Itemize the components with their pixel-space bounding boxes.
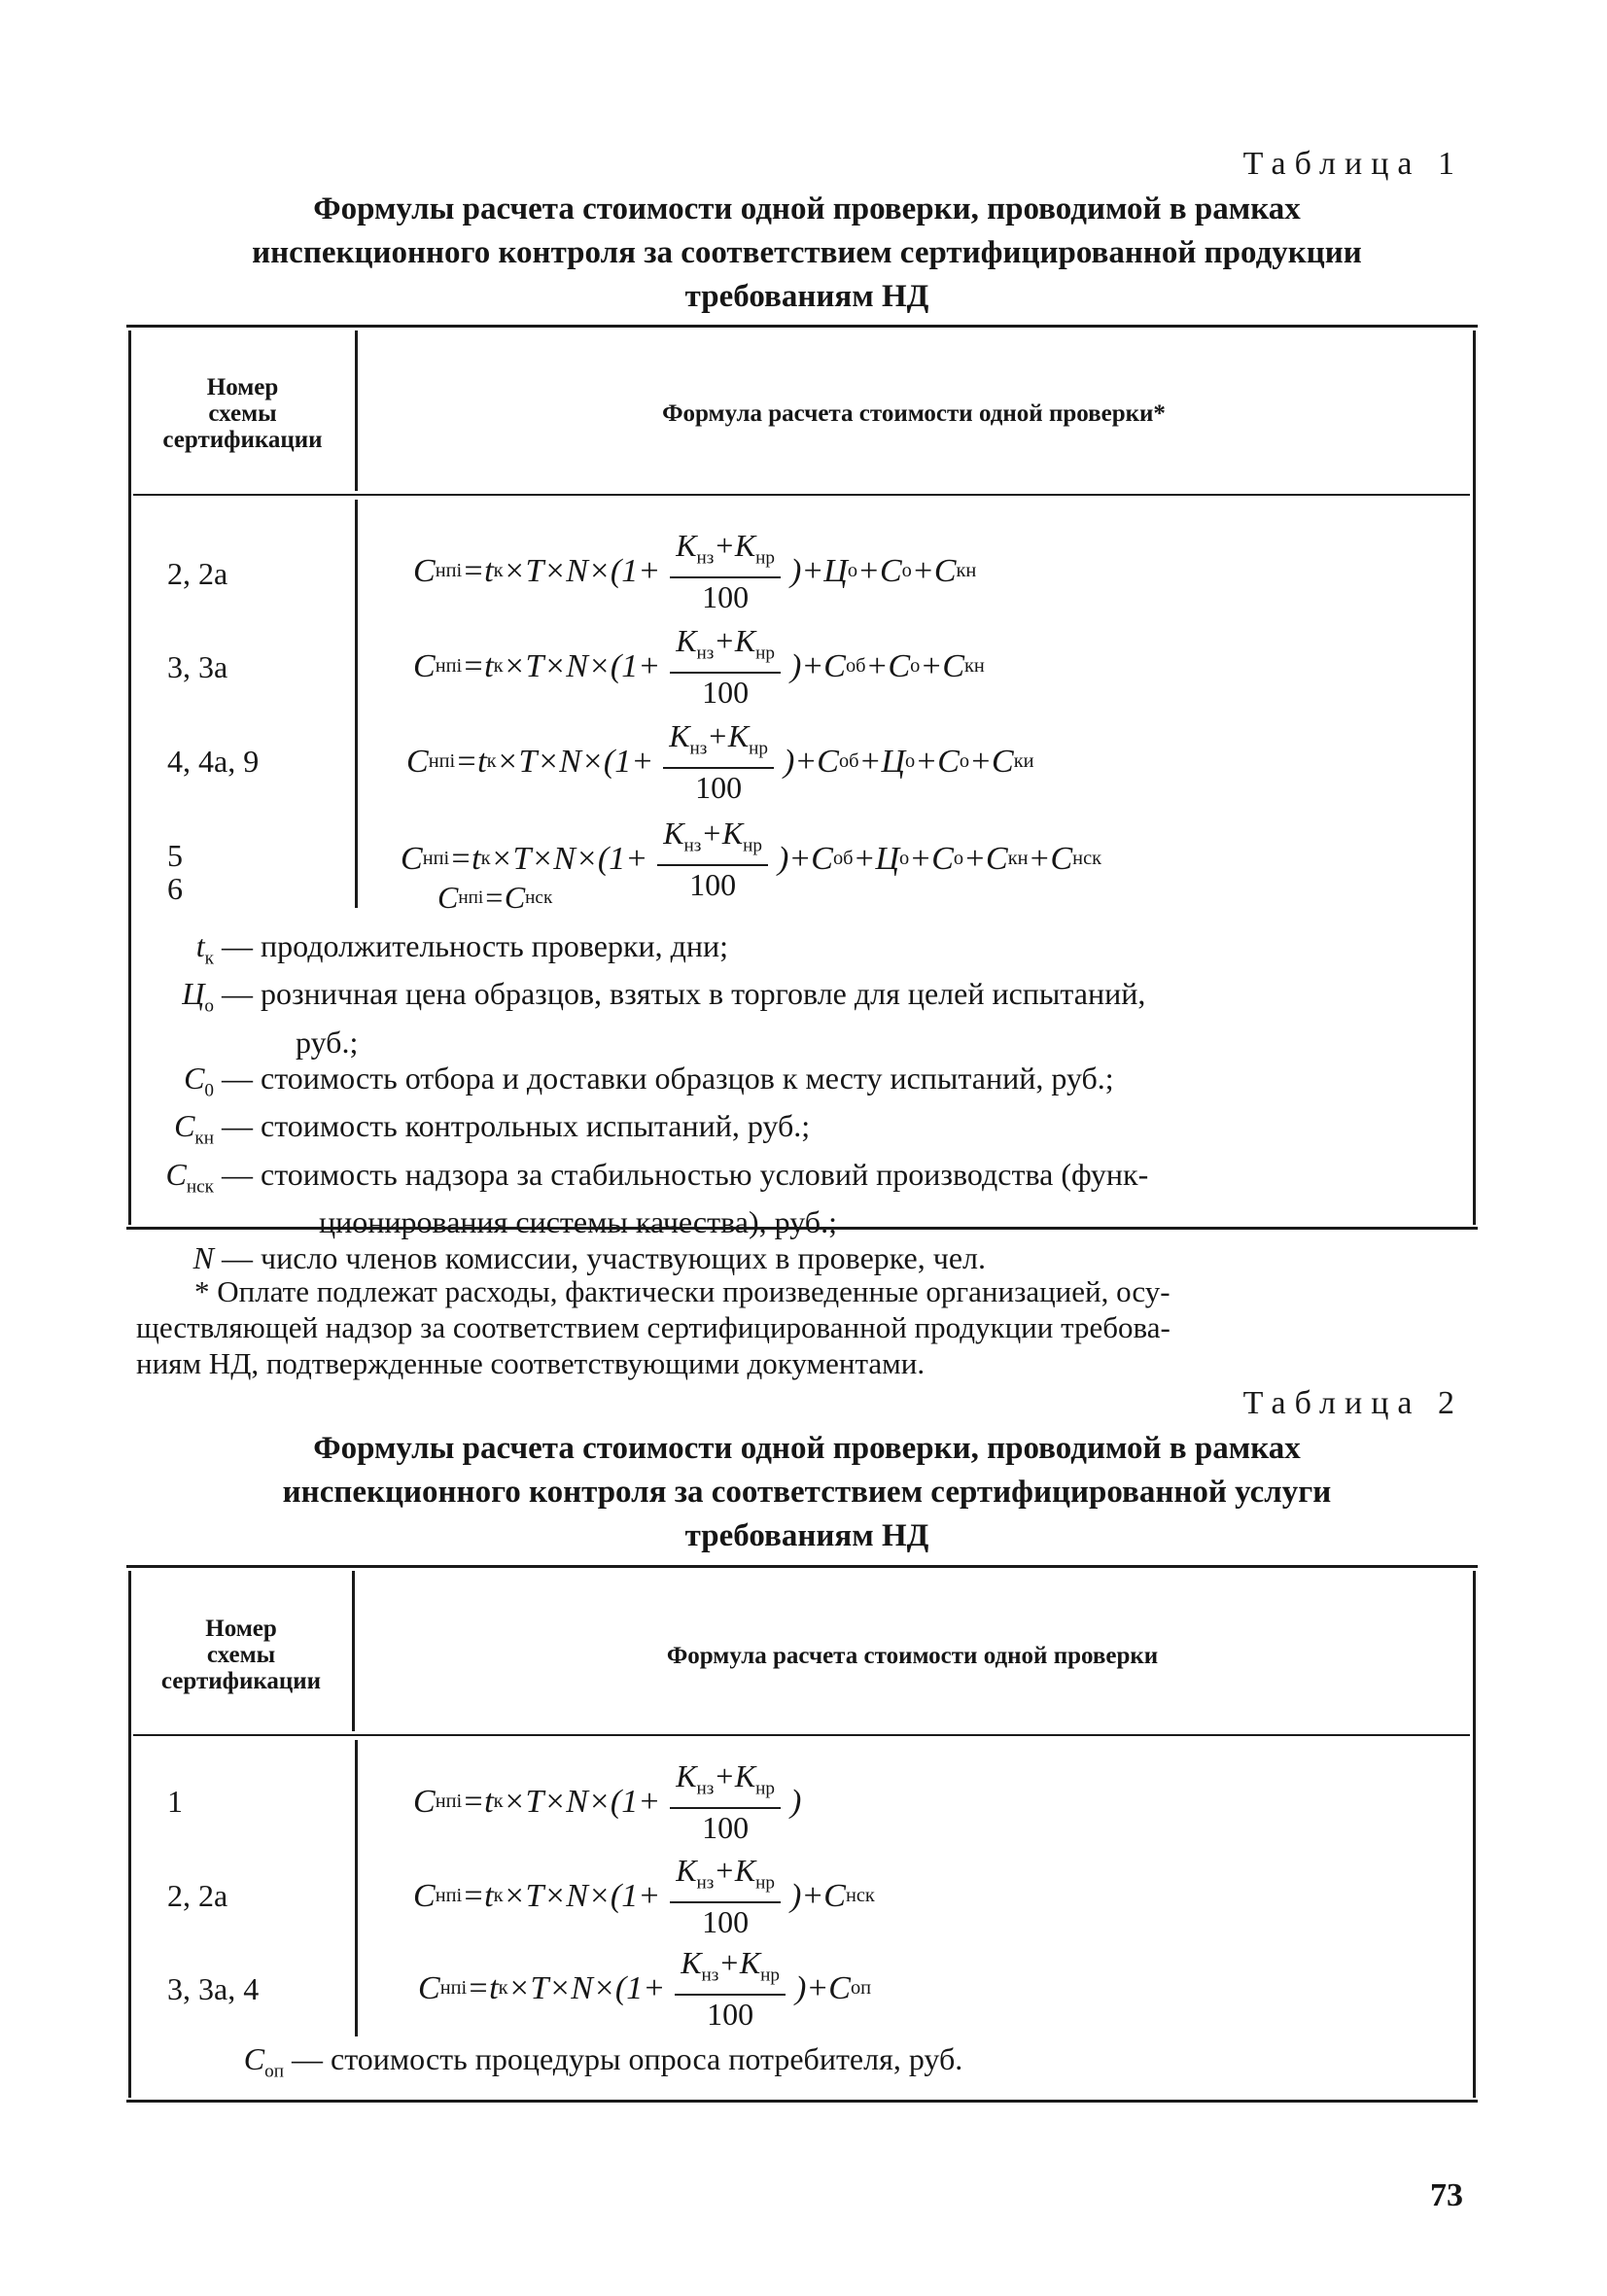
legend-item: $С_{кн}$ — стоимость контрольных испытаний, руб.; [174,1108,811,1149]
table1-row5-formula: С нпi =С нск [437,880,553,915]
legend-item: ционирования системы качества), руб.; [319,1203,837,1239]
legend-item: $t_к$ — продолжительность проверки, дни; [195,928,729,969]
table2-row1-formula: С нпi =t к ×T×N×(1+ $\frac{К_{нз}+К_{нр}}{100}$ ) [413,1758,802,1846]
table2-title [136,1427,1478,1558]
table2-col-divider [352,1571,355,1731]
table1-row3-scheme: 4, 4а, 9 [167,744,260,779]
fraction: $\frac{К_{нз}+К_{нр}}{100}$ [675,1944,786,2033]
table1-row3-formula: С нпi =t к ×T×N×(1+ $\frac{К_{нз}+К_{нр}}{100}$ )+С об +Ц о +С о +С ки [406,718,1034,806]
table2-col-divider [355,1740,358,2036]
footnote: * Оплате подлежат расходы, фактически произведенные организацией, осу- ществляющей надзор за соответствием сертифицированной продукции требова- ниям НД, подтвержденные соответствующими документами. [136,1274,1170,1380]
legend-item: $С_0$ — стоимость отбора и доставки образцов к месту испытаний, руб.; [184,1060,1114,1101]
table1-header-formula: Формула расчета стоимости одной проверки* [662,400,1166,427]
table1-legend [156,928,1453,1288]
table2-header-rule [133,1734,1470,1736]
legend-item: руб.; [296,1024,359,1060]
legend-item: N — число членов комиссии, участвующих в проверке, чел. [192,1239,986,1275]
table1-header-scheme: Номер схемы сертификации [162,374,323,453]
table1-row4-formula: С нпi =t к ×T×N×(1+ $\frac{К_{нз}+К_{нр}}{100}$ )+С об +Ц о +С о +С кн +С нск [401,816,1102,903]
table2-row2-formula: С нпi =t к ×T×N×(1+ $\frac{К_{нз}+К_{нр}}{100}$ )+С нск [413,1853,875,1940]
table2-header-formula: Формула расчета стоимости одной проверки [666,1643,1159,1669]
title-line: требованиям НД [684,1518,929,1553]
title-line: Формулы расчета стоимости одной проверки, проводимой в рамках [313,1431,1301,1466]
table2-bottom-rule [126,2100,1478,2103]
table2-row3-formula: С нпi =t к ×T×N×(1+ $\frac{К_{нз}+К_{нр}}{100}$ )+С оп [418,1945,872,2033]
table2-row3-scheme: 3, 3а, 4 [167,1971,260,2006]
title-line: инспекционного контроля за соответствием сертифицированной услуги [282,1475,1332,1510]
table2-legend: $С_{оп}$ — стоимость процедуры опроса потребителя, руб. [243,2041,963,2082]
table2-row1-scheme: 1 [167,1784,183,1819]
table1-row5-scheme: 6 [167,871,183,906]
title-line: инспекционного контроля за соответствием сертифицированной продукции [252,235,1362,270]
title-line: Формулы расчета стоимости одной проверки, проводимой в рамках [313,191,1301,226]
table1-row4-scheme: 5 [167,838,183,873]
table1-caption: Таблица 1 [1242,146,1463,182]
fraction: $\frac{К_{нз}+К_{нр}}{100}$ [670,622,781,711]
table2-top-rule [126,1565,1478,1568]
table1-row2-formula: С нпi =t к ×T×N×(1+ $\frac{К_{нз}+К_{нр}}{100}$ )+С об +С о +С кн [413,623,985,711]
table1-header-rule [133,494,1470,496]
table1-title [136,188,1478,319]
fraction: $\frac{К_{нз}+К_{нр}}{100}$ [657,815,768,903]
table2-header-scheme: Номер схемы сертификации [160,1616,322,1694]
table1-col-divider [355,330,358,491]
table1-row1-scheme: 2, 2а [167,556,228,591]
fraction: $\frac{К_{нз}+К_{нр}}{100}$ [670,527,781,615]
table1-top-rule [126,325,1478,328]
table2-row2-scheme: 2, 2а [167,1878,228,1913]
page-number: 73 [1430,2177,1463,2213]
table1-row1-formula: С нпi =t к ×T×N×(1+ $\frac{К_{нз}+К_{нр}}{100}$ )+Ц о +С о +С кн [413,528,977,615]
fraction: $\frac{К_{нз}+К_{нр}}{100}$ [670,1852,781,1940]
legend-item: $С_{нск}$ — стоимость надзора за стабильностью условий производства (функ- [165,1156,1149,1197]
title-line: требованиям НД [684,279,929,314]
table1-col-divider [355,500,358,908]
table2-caption: Таблица 2 [1242,1385,1463,1421]
fraction: $\frac{К_{нз}+К_{нр}}{100}$ [670,1757,781,1846]
legend-item: $Ц_о$ — розничная цена образцов, взятых в торговле для целей испытаний, [182,976,1146,1017]
table1-row2-scheme: 3, 3а [167,649,228,684]
fraction: $\frac{К_{нз}+К_{нр}}{100}$ [663,717,774,806]
